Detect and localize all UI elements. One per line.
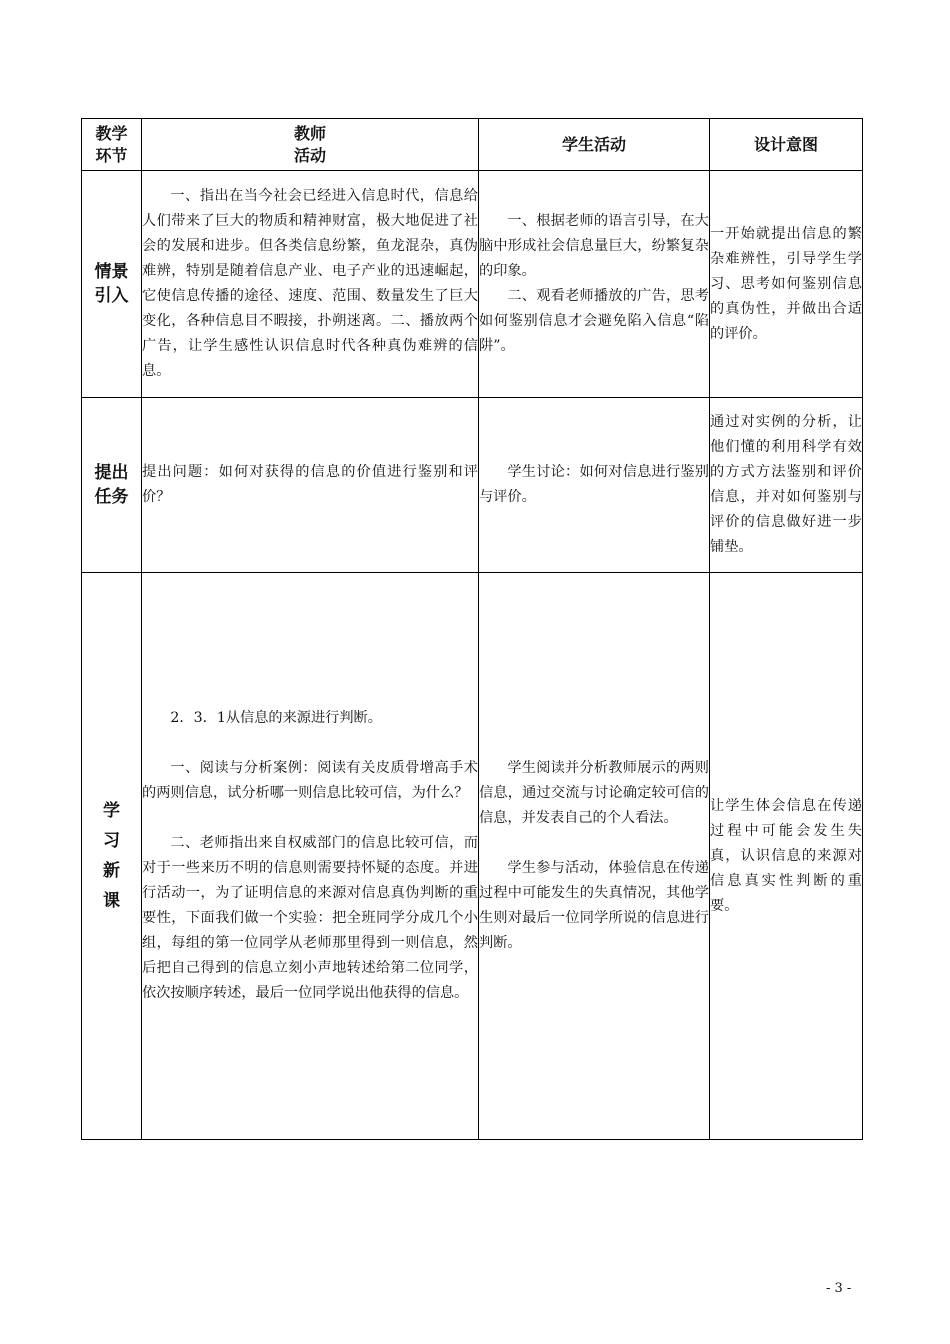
student-activity-text: 一、根据老师的语言引导，在大脑中形成社会信息量巨大，纷繁复杂的印象。 (479, 213, 709, 279)
student-activity-text: 学生讨论：如何对信息进行鉴别与评价。 (479, 464, 709, 505)
design-intent-text: 通过对实例的分析，让他们懂的利用科学有效的方式方法鉴别和评价信息，并对如何鉴别与评价的信息做好进一步铺垫。 (710, 414, 862, 555)
stage-cell (82, 171, 142, 398)
design-intent-cell (710, 398, 863, 573)
student-activity-text: 学生参与活动，体验信息在传递过程中可能发生的失真情况，其他学生则对最后一位同学所说的信息进行判断。 (479, 860, 709, 951)
stage-char: 新 (103, 861, 120, 881)
stage-char: 习 (103, 831, 120, 851)
header-stage (82, 119, 142, 171)
table-row (82, 398, 863, 573)
teacher-activity-cell (142, 398, 479, 573)
stage-line2: 引入 (94, 286, 129, 306)
header-teacher-line2: 活动 (293, 145, 326, 165)
header-teacher (142, 119, 479, 171)
header-stage-line1: 教学 (95, 123, 128, 143)
student-activity-text: 学生阅读并分析教师展示的两则信息，通过交流与讨论确定较可信的信息，并发表自己的个人看法。 (479, 760, 709, 826)
stage-line2: 任务 (94, 487, 129, 507)
table-header-row (82, 119, 863, 171)
stage-cell (82, 398, 142, 573)
teacher-activity-text: 2．3．1从信息的来源进行判断。 (170, 710, 382, 726)
header-student: 学生活动 (479, 119, 710, 171)
teacher-activity-cell (142, 573, 479, 1140)
stage-char: 课 (103, 891, 120, 911)
page-number: - 3 - (826, 1281, 852, 1296)
header-design: 设计意图 (710, 119, 863, 171)
stage-char: 学 (103, 801, 120, 821)
teacher-activity-text: 一、阅读与分析案例：阅读有关皮质骨增高手术的两则信息，试分析哪一则信息比较可信，为什么？ (142, 760, 478, 801)
design-intent-text: 一开始就提出信息的繁杂难辨性，引导学生学习、思考如何鉴别信息的真伪性，并做出合适的评价。 (710, 225, 862, 342)
design-intent-cell (710, 573, 863, 1140)
stage-line1: 提出 (94, 463, 129, 483)
teacher-activity-text: 一、指出在当今社会已经进入信息时代，信息给人们带来了巨大的物质和精神财富，极大地促进了社会的发展和进步。但各类信息纷繁，鱼龙混杂，真伪难辨，特别是随着信息产业、电子产业的迅速崛起，它使信息传播的途径、速度、范围、数量发生了巨大变化，各种信息目不暇接，扑朔迷离。二、播放两个广告，让学生感性认识信息时代各种真伪难辨的信息。 (142, 188, 478, 379)
student-activity-cell (479, 171, 710, 398)
header-teacher-line1: 教师 (293, 123, 326, 143)
student-activity-cell (479, 573, 710, 1140)
header-stage-line2: 环节 (95, 145, 128, 165)
student-activity-text: 二、观看老师播放的广告，思考如何鉴别信息才会避免陷入信息“陷阱”。 (479, 288, 709, 354)
design-intent-cell (710, 171, 863, 398)
table-row (82, 573, 863, 1140)
student-activity-cell (479, 398, 710, 573)
lesson-plan-table (81, 118, 863, 1140)
teacher-activity-text: 二、老师指出来自权威部门的信息比较可信，而对于一些来历不明的信息则需要持怀疑的态度。并进行活动一，为了证明信息的来源对信息真伪判断的重要性，下面我们做一个实验：把全班同学分成几个小组，每组的第一位同学从老师那里得到一则信息，然后把自己得到的信息立刻小声地转述给第二位同学，依次按顺序转述，最后一位同学说出他获得的信息。 (142, 835, 478, 1001)
stage-line1: 情景 (94, 262, 129, 282)
teacher-activity-cell (142, 171, 479, 398)
design-intent-text: 让学生体会信息在传递过程中可能会发生失真，认识信息的来源对信息真实性判断的重要。 (710, 797, 862, 914)
stage-cell (82, 573, 142, 1140)
table-row (82, 171, 863, 398)
teacher-activity-text: 提出问题：如何对获得的信息的价值进行鉴别和评价？ (142, 464, 478, 505)
